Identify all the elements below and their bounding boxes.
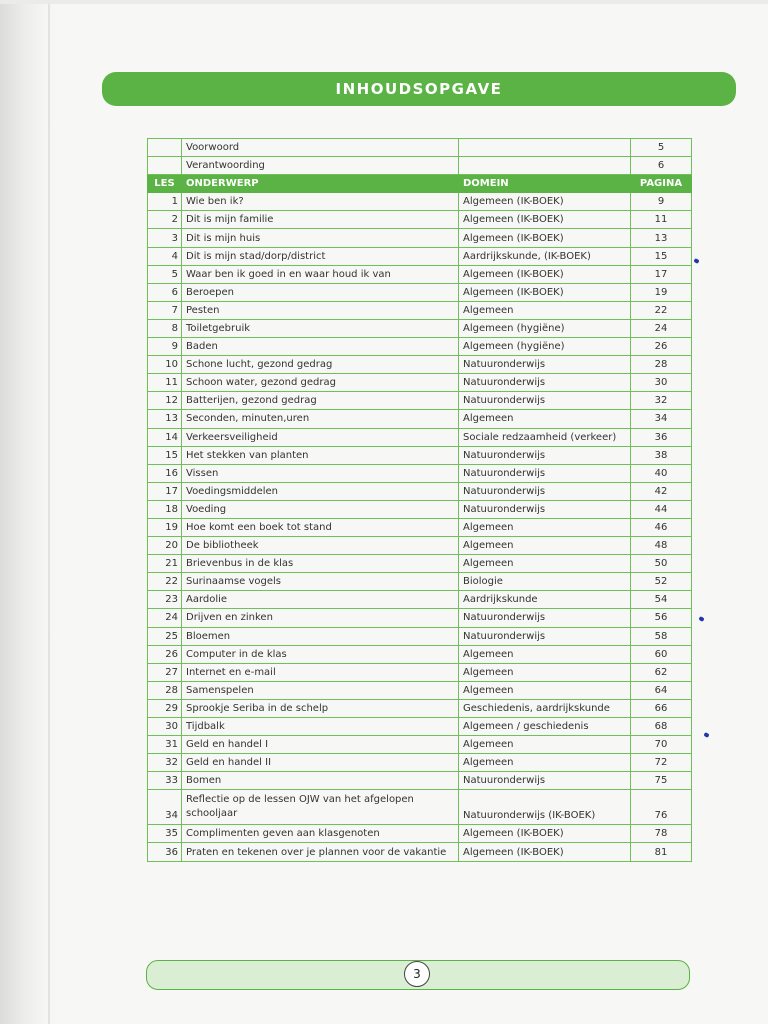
page-number-badge bbox=[404, 961, 430, 987]
les-cell: 16 bbox=[148, 464, 182, 482]
pen-mark bbox=[698, 616, 704, 622]
domein-cell: Algemeen (IK-BOEK) bbox=[459, 825, 631, 843]
table-row bbox=[148, 283, 692, 301]
pen-mark bbox=[693, 258, 699, 264]
les-cell: 19 bbox=[148, 518, 182, 536]
table-row bbox=[148, 754, 692, 772]
pagina-cell: 32 bbox=[631, 392, 692, 410]
pagina-cell: 52 bbox=[631, 573, 692, 591]
les-cell: 9 bbox=[148, 338, 182, 356]
table-row bbox=[148, 609, 692, 627]
table-row bbox=[148, 772, 692, 790]
table-row bbox=[148, 591, 692, 609]
pagina-cell: 48 bbox=[631, 537, 692, 555]
table-row bbox=[148, 718, 692, 736]
pagina-cell: 38 bbox=[631, 446, 692, 464]
les-cell: 30 bbox=[148, 718, 182, 736]
onderwerp-cell: De bibliotheek bbox=[182, 537, 459, 555]
table-row bbox=[148, 699, 692, 717]
domein-cell: Natuuronderwijs bbox=[459, 446, 631, 464]
les-cell: 7 bbox=[148, 301, 182, 319]
onderwerp-cell: Vissen bbox=[182, 464, 459, 482]
domein-cell: Algemeen (IK-BOEK) bbox=[459, 265, 631, 283]
domein-cell: Natuuronderwijs (IK-BOEK) bbox=[459, 790, 631, 825]
onderwerp-cell: Voorwoord bbox=[182, 139, 459, 157]
table-row bbox=[148, 374, 692, 392]
domein-cell: Algemeen bbox=[459, 754, 631, 772]
page-top-edge bbox=[0, 0, 768, 4]
domein-cell: Natuuronderwijs bbox=[459, 627, 631, 645]
pagina-cell: 62 bbox=[631, 663, 692, 681]
domein-cell: Algemeen bbox=[459, 736, 631, 754]
domein-cell: Algemeen (hygiëne) bbox=[459, 319, 631, 337]
pagina-cell: 50 bbox=[631, 555, 692, 573]
table-row bbox=[148, 464, 692, 482]
les-cell: 29 bbox=[148, 699, 182, 717]
les-cell: 34 bbox=[148, 790, 182, 825]
table-row bbox=[148, 229, 692, 247]
title-banner bbox=[102, 72, 736, 106]
intro-row bbox=[148, 139, 692, 157]
page-number: 3 bbox=[413, 967, 421, 981]
les-cell: 6 bbox=[148, 283, 182, 301]
pagina-cell: 68 bbox=[631, 718, 692, 736]
domein-cell: Algemeen (IK-BOEK) bbox=[459, 211, 631, 229]
onderwerp-cell: Batterijen, gezond gedrag bbox=[182, 392, 459, 410]
domein-cell bbox=[459, 157, 631, 175]
page-fold-line bbox=[48, 0, 50, 1024]
table-row bbox=[148, 301, 692, 319]
les-cell: 24 bbox=[148, 609, 182, 627]
onderwerp-cell: Voeding bbox=[182, 500, 459, 518]
pagina-cell: 24 bbox=[631, 319, 692, 337]
les-cell: 1 bbox=[148, 193, 182, 211]
onderwerp-cell: Seconden, minuten,uren bbox=[182, 410, 459, 428]
domein-cell: Algemeen (IK-BOEK) bbox=[459, 229, 631, 247]
domein-cell: Algemeen / geschiedenis bbox=[459, 718, 631, 736]
les-cell: 32 bbox=[148, 754, 182, 772]
onderwerp-cell: Drijven en zinken bbox=[182, 609, 459, 627]
pagina-cell: 9 bbox=[631, 193, 692, 211]
pagina-cell: 36 bbox=[631, 428, 692, 446]
table-row bbox=[148, 736, 692, 754]
pagina-cell: 58 bbox=[631, 627, 692, 645]
pagina-cell: 11 bbox=[631, 211, 692, 229]
onderwerp-cell: Geld en handel II bbox=[182, 754, 459, 772]
pagina-cell: 64 bbox=[631, 681, 692, 699]
les-cell: 27 bbox=[148, 663, 182, 681]
pagina-cell: 15 bbox=[631, 247, 692, 265]
header-les: LES bbox=[148, 175, 182, 193]
domein-cell: Algemeen bbox=[459, 663, 631, 681]
domein-cell: Natuuronderwijs bbox=[459, 500, 631, 518]
table-row bbox=[148, 790, 692, 825]
les-cell: 36 bbox=[148, 843, 182, 861]
pagina-cell: 78 bbox=[631, 825, 692, 843]
les-cell: 28 bbox=[148, 681, 182, 699]
domein-cell: Algemeen bbox=[459, 555, 631, 573]
les-cell: 18 bbox=[148, 500, 182, 518]
onderwerp-cell: Samenspelen bbox=[182, 681, 459, 699]
table-row bbox=[148, 428, 692, 446]
header-pagina: PAGINA bbox=[631, 175, 692, 193]
les-cell: 3 bbox=[148, 229, 182, 247]
table-row bbox=[148, 265, 692, 283]
table-row bbox=[148, 555, 692, 573]
domein-cell: Biologie bbox=[459, 573, 631, 591]
domein-cell: Algemeen bbox=[459, 645, 631, 663]
les-cell: 13 bbox=[148, 410, 182, 428]
les-cell: 17 bbox=[148, 482, 182, 500]
pagina-cell: 60 bbox=[631, 645, 692, 663]
table-row bbox=[148, 482, 692, 500]
domein-cell: Algemeen bbox=[459, 518, 631, 536]
pagina-cell: 28 bbox=[631, 356, 692, 374]
pagina-cell: 22 bbox=[631, 301, 692, 319]
les-cell bbox=[148, 157, 182, 175]
pagina-cell: 76 bbox=[631, 790, 692, 825]
les-cell: 15 bbox=[148, 446, 182, 464]
onderwerp-cell: Toiletgebruik bbox=[182, 319, 459, 337]
table-row bbox=[148, 410, 692, 428]
les-cell: 12 bbox=[148, 392, 182, 410]
pen-mark bbox=[703, 732, 709, 738]
domein-cell: Natuuronderwijs bbox=[459, 482, 631, 500]
les-cell: 33 bbox=[148, 772, 182, 790]
pagina-cell: 56 bbox=[631, 609, 692, 627]
les-cell bbox=[148, 139, 182, 157]
pagina-cell: 6 bbox=[631, 157, 692, 175]
domein-cell: Aardrijkskunde bbox=[459, 591, 631, 609]
domein-cell: Algemeen bbox=[459, 537, 631, 555]
onderwerp-cell: Dit is mijn stad/dorp/district bbox=[182, 247, 459, 265]
domein-cell: Natuuronderwijs bbox=[459, 356, 631, 374]
pagina-cell: 72 bbox=[631, 754, 692, 772]
pagina-cell: 66 bbox=[631, 699, 692, 717]
les-cell: 25 bbox=[148, 627, 182, 645]
onderwerp-cell: Sprookje Seriba in de schelp bbox=[182, 699, 459, 717]
pagina-cell: 44 bbox=[631, 500, 692, 518]
onderwerp-cell: Praten en tekenen over je plannen voor de vakantie bbox=[182, 843, 459, 861]
domein-cell: Natuuronderwijs bbox=[459, 392, 631, 410]
les-cell: 35 bbox=[148, 825, 182, 843]
domein-cell: Natuuronderwijs bbox=[459, 374, 631, 392]
table-row bbox=[148, 663, 692, 681]
les-cell: 10 bbox=[148, 356, 182, 374]
onderwerp-cell: Verantwoording bbox=[182, 157, 459, 175]
domein-cell: Algemeen bbox=[459, 681, 631, 699]
onderwerp-cell: Bomen bbox=[182, 772, 459, 790]
onderwerp-cell: Het stekken van planten bbox=[182, 446, 459, 464]
domein-cell: Natuuronderwijs bbox=[459, 464, 631, 482]
onderwerp-cell: Computer in de klas bbox=[182, 645, 459, 663]
onderwerp-cell: Wie ben ik? bbox=[182, 193, 459, 211]
table-row bbox=[148, 356, 692, 374]
pagina-cell: 30 bbox=[631, 374, 692, 392]
onderwerp-cell: Geld en handel I bbox=[182, 736, 459, 754]
les-cell: 8 bbox=[148, 319, 182, 337]
table-row bbox=[148, 446, 692, 464]
table-row bbox=[148, 843, 692, 861]
onderwerp-cell: Internet en e-mail bbox=[182, 663, 459, 681]
contents-table-body bbox=[148, 139, 692, 862]
pagina-cell: 40 bbox=[631, 464, 692, 482]
les-cell: 26 bbox=[148, 645, 182, 663]
domein-cell: Algemeen (hygiëne) bbox=[459, 338, 631, 356]
onderwerp-cell: Hoe komt een boek tot stand bbox=[182, 518, 459, 536]
les-cell: 21 bbox=[148, 555, 182, 573]
table-row bbox=[148, 193, 692, 211]
onderwerp-cell: Complimenten geven aan klasgenoten bbox=[182, 825, 459, 843]
contents-table bbox=[147, 138, 692, 862]
pagina-cell: 70 bbox=[631, 736, 692, 754]
onderwerp-cell: Pesten bbox=[182, 301, 459, 319]
les-cell: 20 bbox=[148, 537, 182, 555]
onderwerp-cell: Aardolie bbox=[182, 591, 459, 609]
table-row bbox=[148, 211, 692, 229]
onderwerp-cell: Beroepen bbox=[182, 283, 459, 301]
les-cell: 4 bbox=[148, 247, 182, 265]
header-domein: DOMEIN bbox=[459, 175, 631, 193]
table-row bbox=[148, 518, 692, 536]
onderwerp-cell: Voedingsmiddelen bbox=[182, 482, 459, 500]
pagina-cell: 46 bbox=[631, 518, 692, 536]
onderwerp-cell: Baden bbox=[182, 338, 459, 356]
les-cell: 14 bbox=[148, 428, 182, 446]
pagina-cell: 34 bbox=[631, 410, 692, 428]
pagina-cell: 81 bbox=[631, 843, 692, 861]
onderwerp-cell: Schoon water, gezond gedrag bbox=[182, 374, 459, 392]
onderwerp-cell: Brievenbus in de klas bbox=[182, 555, 459, 573]
table-row bbox=[148, 627, 692, 645]
les-cell: 2 bbox=[148, 211, 182, 229]
pagina-cell: 17 bbox=[631, 265, 692, 283]
onderwerp-cell: Bloemen bbox=[182, 627, 459, 645]
les-cell: 31 bbox=[148, 736, 182, 754]
pagina-cell: 54 bbox=[631, 591, 692, 609]
onderwerp-cell: Reflectie op de lessen OJW van het afgelopen schooljaar bbox=[182, 790, 459, 825]
pagina-cell: 19 bbox=[631, 283, 692, 301]
table-row bbox=[148, 247, 692, 265]
page-title: INHOUDSOPGAVE bbox=[335, 80, 503, 98]
onderwerp-cell: Dit is mijn familie bbox=[182, 211, 459, 229]
pagina-cell: 13 bbox=[631, 229, 692, 247]
domein-cell: Algemeen (IK-BOEK) bbox=[459, 843, 631, 861]
onderwerp-cell: Verkeersveiligheid bbox=[182, 428, 459, 446]
intro-row bbox=[148, 157, 692, 175]
table-row bbox=[148, 338, 692, 356]
table-row bbox=[148, 825, 692, 843]
domein-cell: Sociale redzaamheid (verkeer) bbox=[459, 428, 631, 446]
les-cell: 23 bbox=[148, 591, 182, 609]
table-row bbox=[148, 573, 692, 591]
onderwerp-cell: Tijdbalk bbox=[182, 718, 459, 736]
onderwerp-cell: Surinaamse vogels bbox=[182, 573, 459, 591]
domein-cell: Algemeen (IK-BOEK) bbox=[459, 283, 631, 301]
onderwerp-cell: Dit is mijn huis bbox=[182, 229, 459, 247]
domein-cell: Aardrijkskunde, (IK-BOEK) bbox=[459, 247, 631, 265]
pagina-cell: 42 bbox=[631, 482, 692, 500]
domein-cell: Geschiedenis, aardrijkskunde bbox=[459, 699, 631, 717]
table-row bbox=[148, 645, 692, 663]
table-header-row bbox=[148, 175, 692, 193]
onderwerp-cell: Waar ben ik goed in en waar houd ik van bbox=[182, 265, 459, 283]
domein-cell: Algemeen bbox=[459, 301, 631, 319]
domein-cell: Algemeen bbox=[459, 410, 631, 428]
domein-cell: Natuuronderwijs bbox=[459, 772, 631, 790]
header-onderwerp: ONDERWERP bbox=[182, 175, 459, 193]
table-row bbox=[148, 392, 692, 410]
les-cell: 5 bbox=[148, 265, 182, 283]
table-row bbox=[148, 500, 692, 518]
pagina-cell: 26 bbox=[631, 338, 692, 356]
table-row bbox=[148, 681, 692, 699]
table-row bbox=[148, 537, 692, 555]
domein-cell bbox=[459, 139, 631, 157]
pagina-cell: 5 bbox=[631, 139, 692, 157]
les-cell: 22 bbox=[148, 573, 182, 591]
domein-cell: Algemeen (IK-BOEK) bbox=[459, 193, 631, 211]
domein-cell: Natuuronderwijs bbox=[459, 609, 631, 627]
les-cell: 11 bbox=[148, 374, 182, 392]
pagina-cell: 75 bbox=[631, 772, 692, 790]
onderwerp-cell: Schone lucht, gezond gedrag bbox=[182, 356, 459, 374]
table-row bbox=[148, 319, 692, 337]
